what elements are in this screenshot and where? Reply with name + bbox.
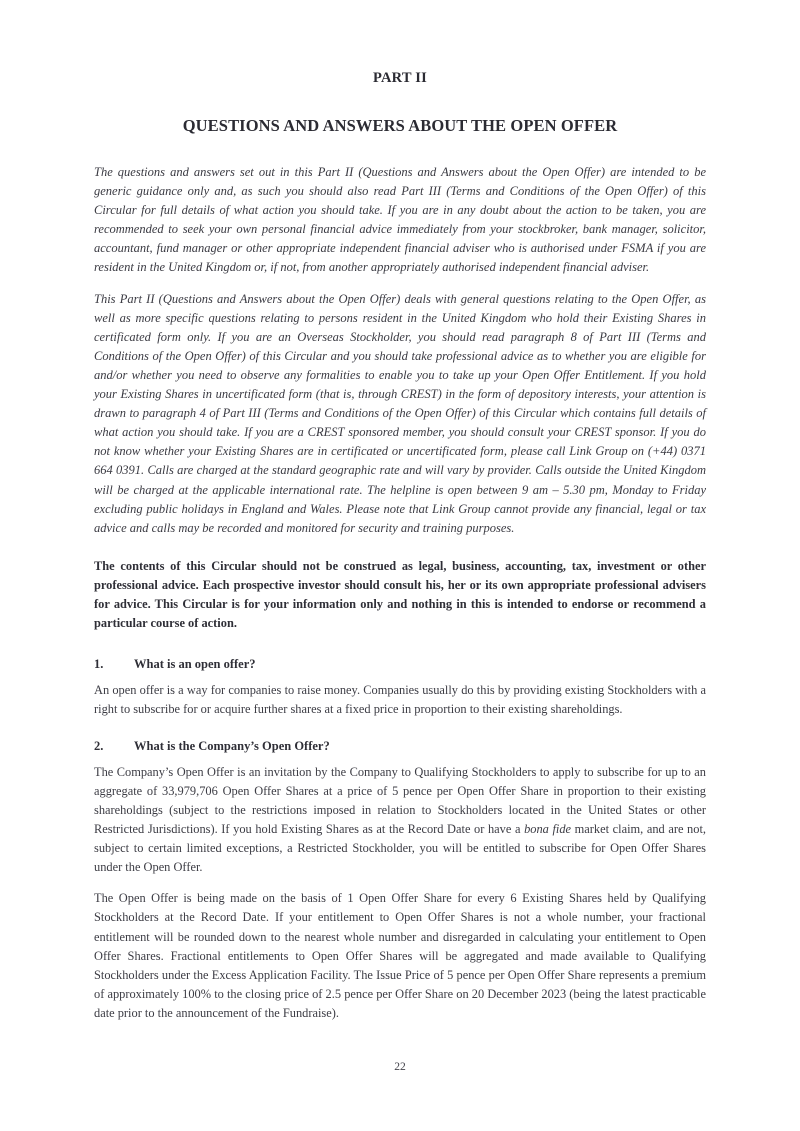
intro-paragraph-2: This Part II (Questions and Answers about the Open Offer) deals with general questions relating to the Open Offer, as well as more specific questions relating to persons resident in the United Kingdom who hold their Existing Shares in certificated form only. If you are an Overseas Stockholder, you should read paragraph 8 of Part III (Terms and Conditions of the Open Offer) of this Circular and you should take professional advice as to whether you are eligible for and/or whether you need to observe any formalities to enable you to take up your Open Offer Entitlement. If you hold your Existing Shares in uncertificated form (that is, through CREST) in the form of depository interests, your attention is drawn to paragraph 4 of Part III (Terms and Conditions of the Open Offer) of this Circular which contains full details of what action you should take. If you are a CREST sponsored member, you should consult your CREST sponsor. If you do not know whether your Existing Shares are in certificated or uncertificated form, please call Link Group on (+44) 0371 664 0391. Calls are charged at the standard geographic rate and will vary by provider. Calls outside the United Kingdom will be charged at the applicable international rate. The helpline is open between 9 am – 5.30 pm, Monday to Friday excluding public holidays in England and Wales. Please note that Link Group cannot provide any financial, legal or tax advice and calls may be recorded and monitored for security and training purposes. bbox=[94, 291, 706, 535]
question-heading-2 bbox=[94, 737, 706, 756]
page-title: QUESTIONS AND ANSWERS ABOUT THE OPEN OFFER bbox=[182, 116, 618, 135]
bona-fide-italic: bona fide bbox=[524, 822, 572, 837]
question-number-1: 1. bbox=[94, 656, 104, 671]
question-number-2: 2. bbox=[94, 738, 104, 753]
answer-text-lead: The Company’s Open Offer is an invitation by the Company to Qualifying Stockholders to apply to subscribe for up to an aggregate of 33,979,706 Open Offer Shares at a price of 5 pence per Open Offer Share in proportion to their existing shareholdings (subject to the restrictions imposed in relation to Stockholders located in the United States or other Restricted Jurisdictions). If you hold Existing Shares as at the Record Date or have a bbox=[94, 764, 706, 837]
answer-text-tail: market claim, and are not, subject to certain limited exceptions, a Restricted Stockholder, you will be entitled to subscribe for Open Offer Shares under the Open Offer. bbox=[94, 822, 706, 875]
answer-paragraph-2-2: The Open Offer is being made on the basis of 1 Open Offer Share for every 6 Existing Shares held by Qualifying Stockholders at the Record Date. If your entitlement to Open Offer Shares is not a whole number, your fractional entitlement will be rounded down to the nearest whole number and disregarded in calculating your entitlement to Open Offer Shares. Fractional entitlements to Open Offer Shares will be aggregated and made available to Qualifying Stockholders under the Excess Application Facility. The Issue Price of 5 pence per Open Offer Share represents a premium of approximately 100% to the closing price of 2.5 pence per Offer Share on 20 December 2023 (being the latest practicable date prior to the announcement of the Fundraise). bbox=[94, 891, 706, 1020]
page-number-footer: 22 bbox=[394, 1060, 406, 1073]
part-title: PART II bbox=[373, 70, 427, 86]
notice-paragraph: The contents of this Circular should not be construed as legal, business, accounting, tax, investment or other professional advice. Each prospective investor should consult his, her or its own appropriate professional advisers for advice. This Circular is for your information only and nothing in this is intended to endorse or recommend a particular course of action. bbox=[94, 558, 706, 631]
question-label-1: What is an open offer? bbox=[134, 656, 256, 671]
qa-block-2 bbox=[94, 737, 706, 1023]
question-label-2: What is the Company’s Open Offer? bbox=[134, 738, 330, 753]
question-heading-1 bbox=[94, 655, 706, 674]
qa-block-1 bbox=[94, 655, 706, 719]
answer-paragraph-1-1: An open offer is a way for companies to raise money. Companies usually do this by providing existing Stockholders with a right to subscribe for or acquire further shares at a fixed price in proportion to their existing shareholdings. bbox=[94, 682, 706, 716]
answer-paragraph-2-1 bbox=[94, 763, 706, 878]
page-content bbox=[94, 70, 706, 1035]
intro-paragraph-1: The questions and answers set out in this Part II (Questions and Answers about the Open Offer) are intended to be generic guidance only and, as such you should also read Part III (Terms and Conditions of the Open Offer) of this Circular for full details of what action you should take. If you are in any doubt about the action to be taken, you are recommended to seek your own personal financial advice immediately from your stockbroker, bank manager, solicitor, accountant, fund manager or other appropriate independent financial adviser who is authorised under FSMA if you are resident in the United Kingdom or, if not, from another appropriately authorised independent financial adviser. bbox=[94, 165, 706, 275]
